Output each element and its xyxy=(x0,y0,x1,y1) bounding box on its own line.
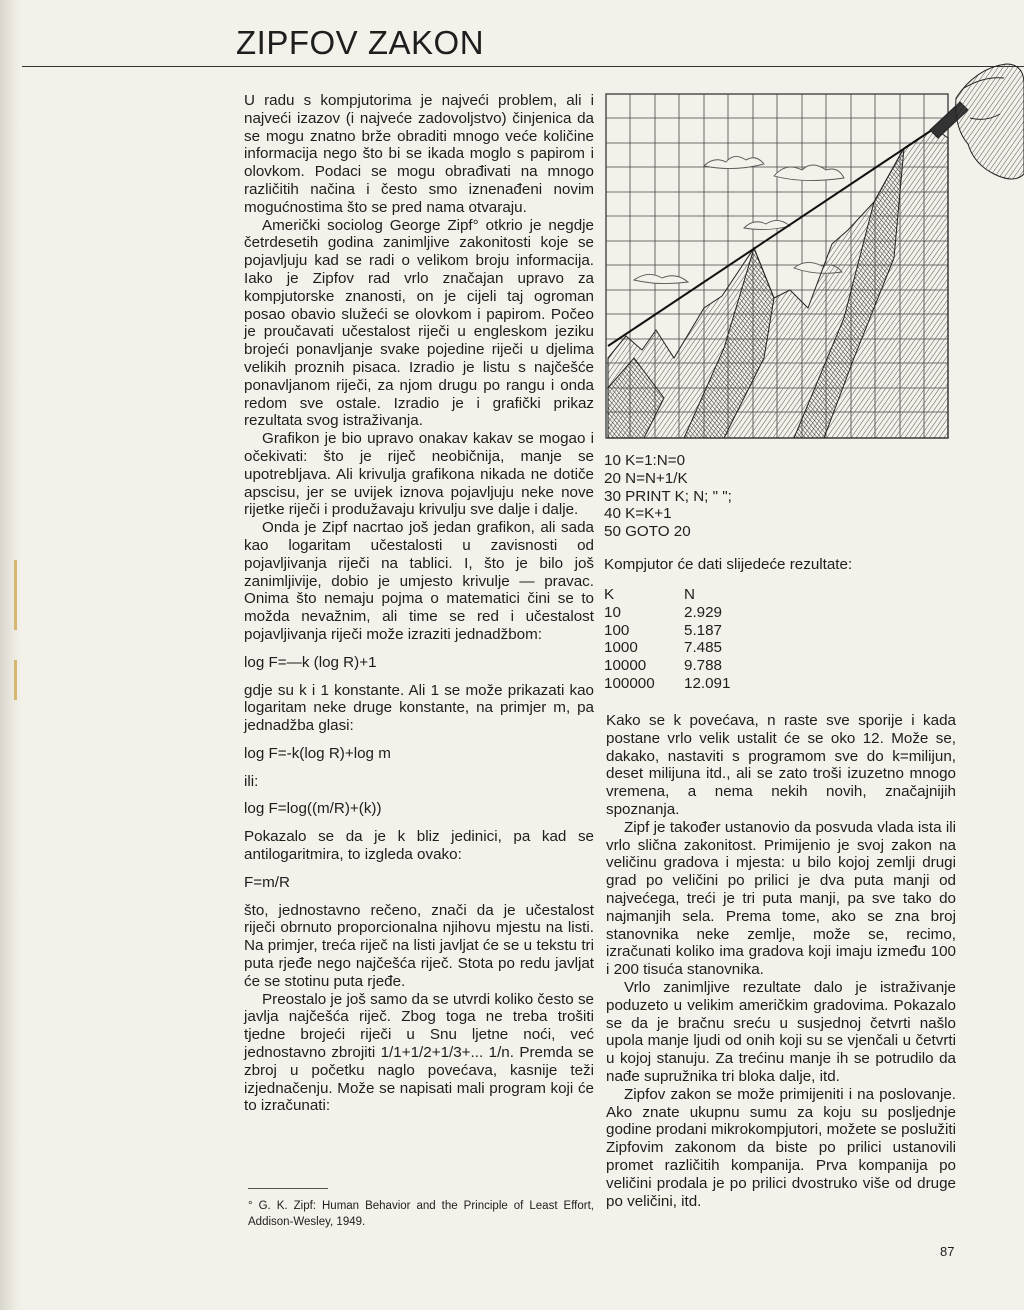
footnote-rule xyxy=(248,1188,328,1189)
binding-color-mark xyxy=(14,560,17,630)
code-line: 10 K=1:N=0 xyxy=(604,452,686,469)
paragraph: Kako se k povećava, n raste sve sporije i kada postane vrlo velik ustalit će se oko 12. Može se, dakako, nastaviti s programom sve do k=milijun, deset milijuna itd., ali se zato troši izuzetno mnogo vremena, a nema nekih novih, značajnijih spoznanja. xyxy=(606,712,956,818)
table-row xyxy=(604,604,730,622)
paragraph: Zipf je također ustanovio da posvuda vlada ista ili vrlo slična zakonitost. Primijenio je svoj zakon na veličinu gradova i mjesta: u bilo kojoj zemlji drugi grad po veličini po prilici je dva puta manji od najvećega, treći je tri puta manji, pa sve tako do najmanjih sela. Prema tome, ako se zna broj stanovnika neke zemlje, može se, recimo, izračunati koliko ima gradova koji imaju između 100 i 200 tisuća stanovnika. xyxy=(606,818,956,979)
table-row xyxy=(604,639,730,657)
binding-color-mark xyxy=(14,660,17,700)
page-number: 87 xyxy=(940,1244,955,1259)
table-header-k: K xyxy=(604,586,615,603)
basic-program xyxy=(604,452,904,541)
paragraph: Vrlo zanimljive rezultate dalo je istraživanje poduzeto u velikim američkim gradovima. Pokazalo se da je bračnu sreću u susjednoj četvrti našlo upola manje ljudi od onih koji su se vjenčali u četvrti u kojoj stanuju. Za trećinu manje ih se potrudilo da nađe supružnika tri bloka dalje, itd. xyxy=(606,978,956,1085)
table-cell-k: 100000 xyxy=(604,674,655,692)
paragraph: što, jednostavno rečeno, znači da je učestalost riječi obrnuto proporcionalna njihovu mjestu na listi. Na primjer, treća riječ na listi javljat će se u tekstu tri puta rjeđe nego najčešća riječ. Stota po redu javljat će se stotinu puta rjeđe. xyxy=(244,901,594,990)
table-cell-n: 2.929 xyxy=(684,603,723,621)
table-row xyxy=(604,675,730,693)
right-column xyxy=(606,712,956,1210)
table-cell-k: 1000 xyxy=(604,639,638,657)
table-cell-n: 7.485 xyxy=(684,639,723,657)
page-title: ZIPFOV ZAKON xyxy=(236,24,485,61)
table-cell-k: 10 xyxy=(604,603,621,621)
table-cell-k: 100 xyxy=(604,621,630,639)
table-cell-n: 5.187 xyxy=(684,621,723,639)
table-cell-n: 12.091 xyxy=(684,674,731,692)
paragraph: Američki sociolog George Zipf° otkrio je negdje četrdesetih godina zanimljive zakonitosti koje se pojavljuju kad se radi o velikom broju informacija. Iako je Zipfov rad vrlo značajan upravo za kompjutorske znanosti, on je cijeli taj ogroman posao obavio služeći se olovkom i papirom. Počeo je proučavati učestalost riječi u engleskom jeziku brojeći ponavljanje svake pojedine riječi u djelima velikih proznih pisaca. Izradio je listu s najčešće ponavljanom riječi, za njom drugu po rangu i onda redom sve ostale. Izradio je i grafički prikaz rezultata svog istraživanja. xyxy=(244,216,594,430)
results-table xyxy=(604,586,730,693)
table-header-row xyxy=(604,586,730,604)
left-column xyxy=(244,92,594,1115)
code-line: 40 K=K+1 xyxy=(604,505,672,523)
clouds xyxy=(634,156,844,283)
paragraph: Preostalo je još samo da se utvrdi koliko često se javlja najčešća riječ. Zbog toga ne treba trošiti tjedne brojeći riječi u Snu ljetne noći, već jednostavno zbrojiti 1/1+1/2+1/3+... 1/n. Premda se zbroj u početku naglo povećava, kasnije teži izjednačenju. Može se napisati mali program koji će to izračunati: xyxy=(244,990,594,1115)
paragraph: Pokazalo se da je k bliz jedinici, pa kad se antilogaritmira, to izgleda ovako: xyxy=(244,828,594,864)
table-row xyxy=(604,657,730,675)
paragraph: Grafikon je bio upravo onakav kakav se mogao i očekivati: što je riječ neobičnija, manje se upotrebljava. Ali krivulja grafikona nikada ne dotiče apscisu, jer se uvijek iznova pojavljuju neke nove rijetke riječi i produžavaju krivulju sve dalje i dalje. xyxy=(244,430,594,519)
paragraph: gdje su k i 1 konstante. Ali 1 se može prikazati kao logaritam neke druge konstante, na primjer m, pa jednadžba glasi: xyxy=(244,681,594,735)
table-cell-k: 10000 xyxy=(604,657,647,675)
table-row xyxy=(604,622,730,640)
book-binding xyxy=(0,0,22,1310)
footnote: ° G. K. Zipf: Human Behavior and the Principle of Least Effort, Addison-Wesley, 1949. xyxy=(248,1200,594,1228)
table-cell-n: 9.788 xyxy=(684,657,723,675)
table-header-n: N xyxy=(684,586,695,603)
mountain-illustration xyxy=(604,58,1024,448)
results-intro: Kompjutor će dati slijedeće rezultate: xyxy=(604,556,853,573)
formula: F=m/R xyxy=(244,873,290,891)
code-line: 20 N=N+1/K xyxy=(604,469,688,487)
formula: log F=log((m/R)+(k)) xyxy=(244,800,382,818)
formula: log F=-k(log R)+log m xyxy=(244,744,391,762)
code-line: 50 GOTO 20 xyxy=(604,523,691,541)
code-line: 30 PRINT K; N; " "; xyxy=(604,487,732,505)
formula: log F=—k (log R)+1 xyxy=(244,653,377,671)
paragraph: Zipfov zakon se može primijeniti i na poslovanje. Ako znate ukupnu sumu za koju su posljednje godine prodani mikrokompjutori, možete se poslužiti Zipfovim zakonom da biste po prilici ustanovili promet različitih kompanija. Prva kompanija po veličini prodala je po prilici dvostruko više od druge po veličini, itd. xyxy=(606,1085,956,1210)
formula-connector: ili: xyxy=(244,772,259,790)
paragraph: Onda je Zipf nacrtao još jedan grafikon, ali sada kao logaritam učestalosti u zavisnosti od pojavljivanja riječi na tablici. I, što je bilo još zanimljivije, dobio je umjesto krivulje — pravac. Onima što nemaju pojma o matematici čini se to možda nevažnim, ali time se red i učestalost pojavljivanja riječi može izraziti jednadžbom: xyxy=(244,519,594,643)
paragraph: U radu s kompjutorima je najveći problem, ali i najveći izazov (i najveće zadovoljstvo) činjenica da se mogu znatno brže obraditi mnogo veće količine informacija nego što bi se ikada moglo s papirom i olovkom. Podaci se mogu obrađivati na mnogo različitih načina i često smo iznenađeni novim mogućnostima što se pred nama otvaraju. xyxy=(244,92,594,216)
